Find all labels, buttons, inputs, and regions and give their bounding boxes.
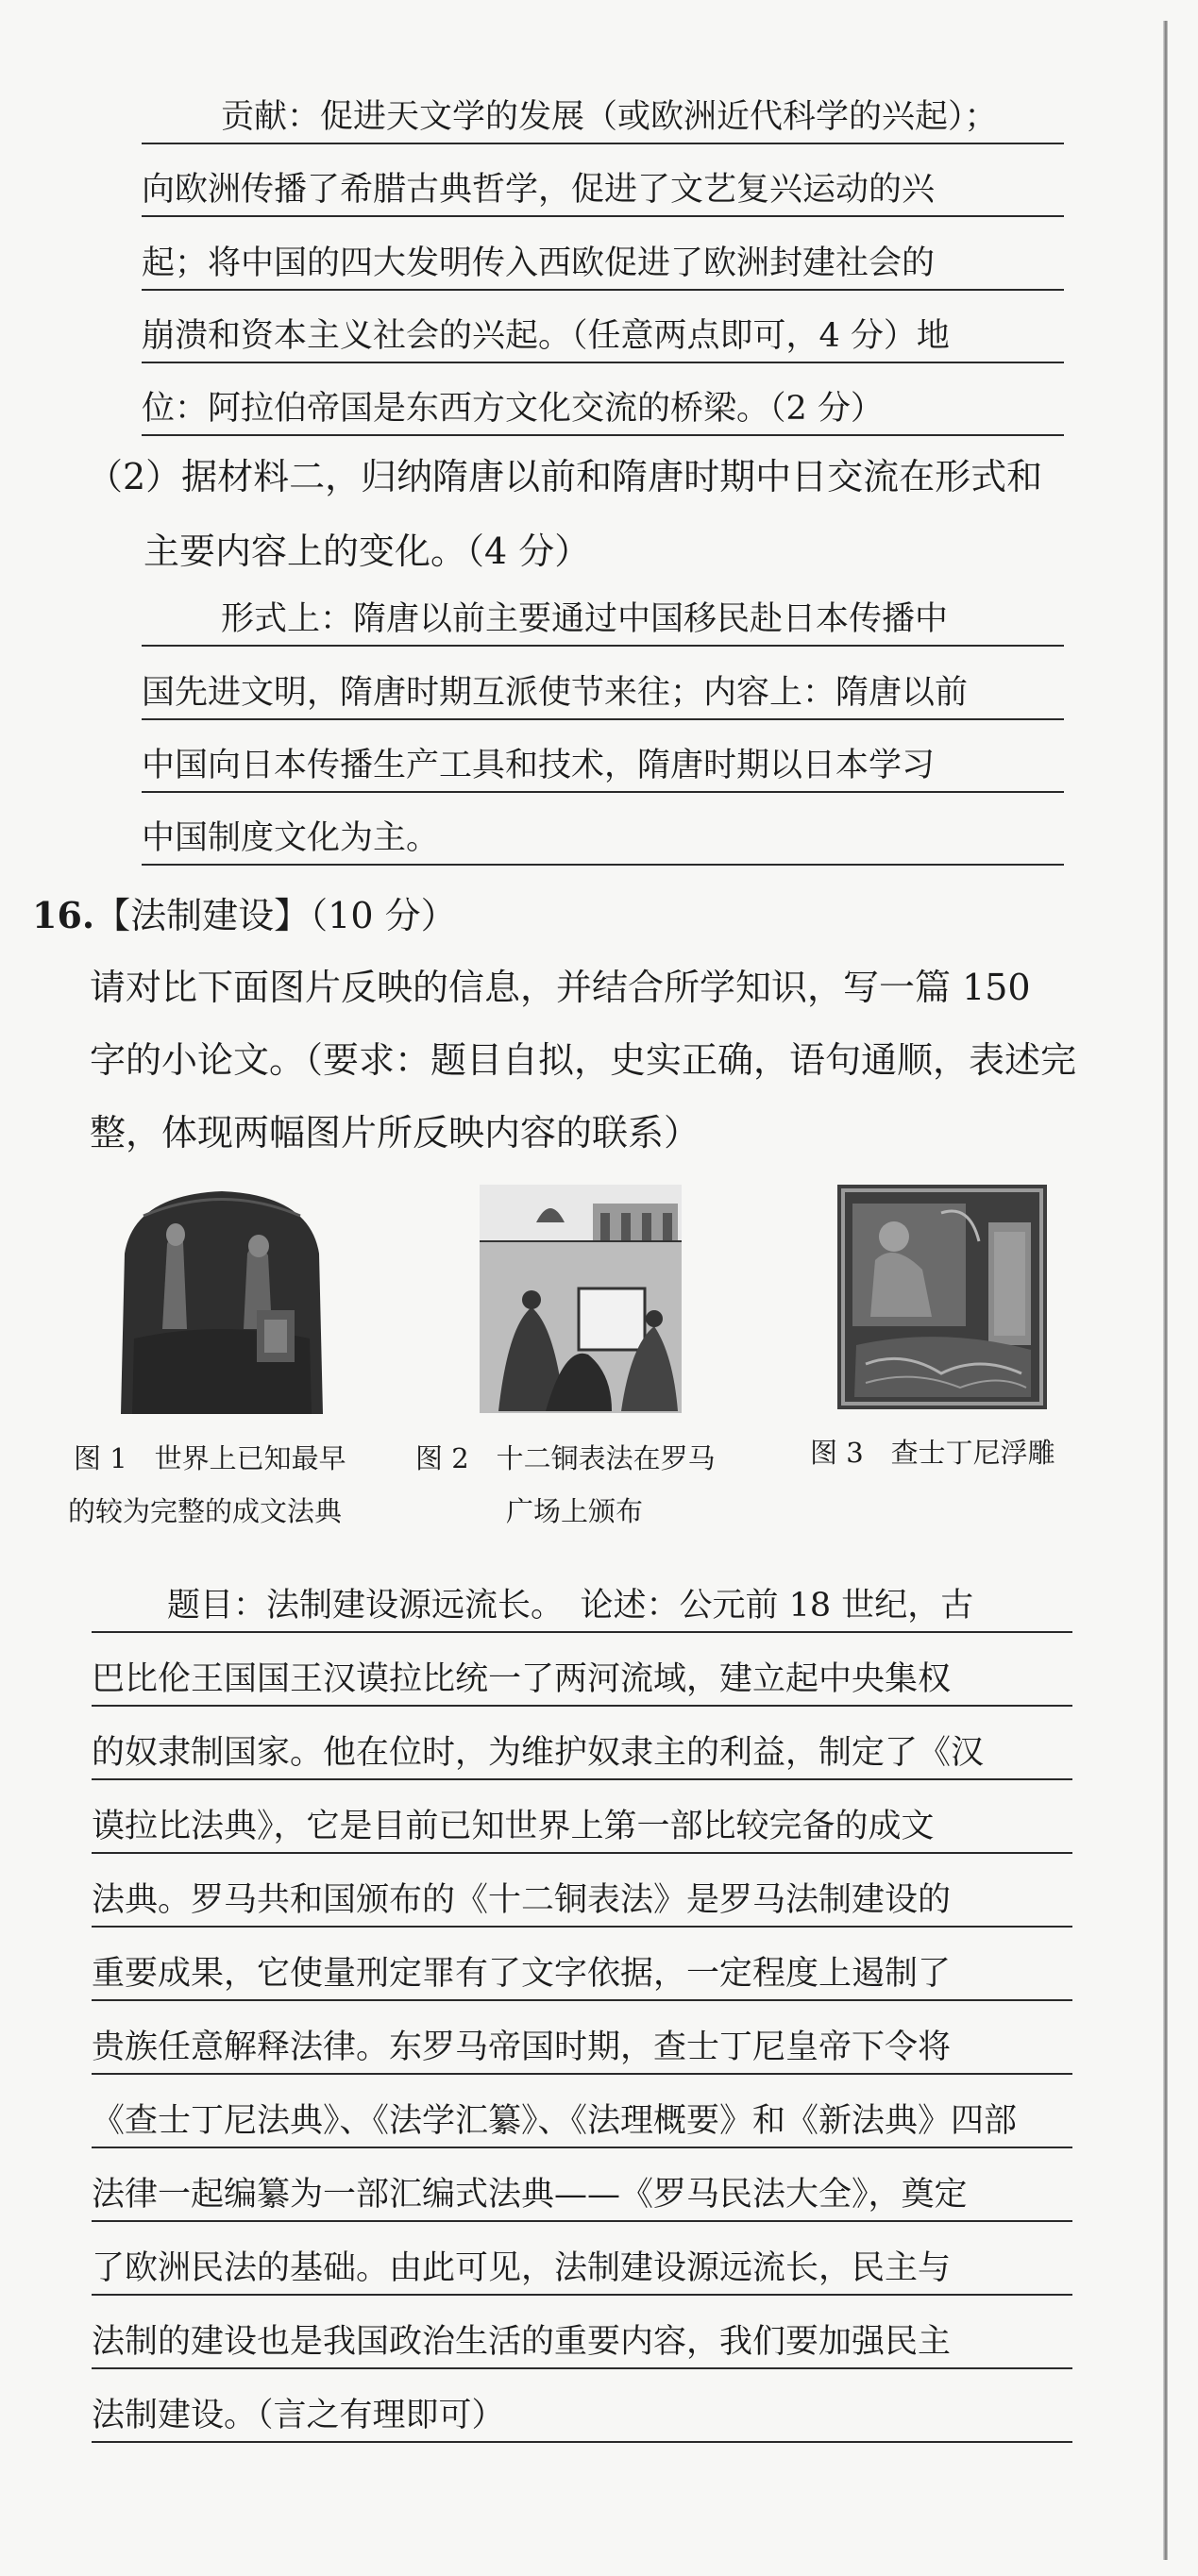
figure-1-code-of-hammurabi-stele <box>115 1187 329 1414</box>
essay-line: 法典。罗马共和国颁布的《十二铜表法》是罗马法制建设的 <box>92 1878 1072 1928</box>
essay-line: 巴比伦王国国王汉谟拉比统一了两河流域，建立起中央集权 <box>92 1658 1072 1707</box>
essay-line: 题目：法制建设源远流长。 论述：公元前 18 世纪，古 <box>92 1584 1072 1633</box>
essay-line: 的奴隶制国家。他在位时，为维护奴隶主的利益，制定了《汉 <box>92 1731 1072 1780</box>
engraving-illustration <box>480 1185 682 1413</box>
answer-line: 国先进文明，隋唐时期互派使节来往；内容上：隋唐以前 <box>142 671 1064 720</box>
essay-line: 法制建设。（言之有理即可） <box>92 2394 1072 2443</box>
figure-2-caption-line: 广场上颁布 <box>506 1495 644 1527</box>
answer-line: 向欧洲传播了希腊古典哲学，促进了文艺复兴运动的兴 <box>142 168 1064 217</box>
essay-line: 重要成果，它使量刑定罪有了文字依据，一定程度上遏制了 <box>92 1952 1072 2001</box>
relief-illustration <box>837 1185 1047 1409</box>
figure-1-caption-line: 的较为完整的成文法典 <box>68 1495 343 1527</box>
question-16-heading <box>32 892 457 939</box>
essay-line: 谟拉比法典》，它是目前已知世界上第一部比较完备的成文 <box>92 1805 1072 1854</box>
answer-line: 形式上：隋唐以前主要通过中国移民赴日本传播中 <box>142 598 1064 647</box>
essay-line: 法律一起编纂为一部汇编式法典——《罗马民法大全》，奠定 <box>92 2173 1072 2222</box>
essay-line: 法制的建设也是我国政治生活的重要内容，我们要加强民主 <box>92 2320 1072 2369</box>
scan-page-edge <box>1163 21 1168 2560</box>
answer-line: 起；将中国的四大发明传入西欧促进了欧洲封建社会的 <box>142 242 1064 291</box>
question-number: 16. <box>32 894 95 936</box>
question-prompt-line: 字的小论文。（要求：题目自拟，史实正确，语句通顺，表述完 <box>90 1039 1077 1081</box>
essay-line: 《查士丁尼法典》、《法学汇纂》、《法理概要》和《新法典》四部 <box>92 2099 1072 2148</box>
question-title: 【法制建设】 <box>94 895 311 936</box>
figure-3-caption-line: 图 3 查士丁尼浮雕 <box>810 1437 1055 1469</box>
answer-line: 贡献：促进天文学的发展（或欧洲近代科学的兴起）； <box>142 95 1064 144</box>
answer-line: 中国向日本传播生产工具和技术，隋唐时期以日本学习 <box>142 744 1064 793</box>
answer-line: 崩溃和资本主义社会的兴起。（任意两点即可，4 分）地 <box>142 314 1064 363</box>
figure-3-justinian-relief <box>837 1185 1047 1409</box>
question-prompt-line: 整，体现两幅图片所反映内容的联系） <box>90 1112 700 1153</box>
figure-2-caption-line: 图 2 十二铜表法在罗马 <box>415 1442 716 1474</box>
question-prompt-line: 请对比下面图片反映的信息，并结合所学知识，写一篇 150 <box>90 967 1031 1008</box>
answer-line: 中国制度文化为主。 <box>142 817 1064 866</box>
stele-illustration <box>115 1187 329 1414</box>
essay-line: 了欧洲民法的基础。由此可见，法制建设源远流长，民主与 <box>92 2247 1072 2296</box>
figure-1-caption-line: 图 1 世界上已知最早 <box>74 1442 346 1474</box>
answer-line: 位：阿拉伯帝国是东西方文化交流的桥梁。（2 分） <box>142 387 1064 436</box>
essay-line: 贵族任意解释法律。东罗马帝国时期，查士丁尼皇帝下令将 <box>92 2026 1072 2075</box>
figure-2-twelve-tables-engraving <box>480 1185 682 1413</box>
question-line: 主要内容上的变化。（4 分） <box>143 530 591 572</box>
question-line: （2）据材料二，归纳隋唐以前和隋唐时期中日交流在形式和 <box>87 456 1043 497</box>
question-score: （10 分） <box>310 895 457 936</box>
